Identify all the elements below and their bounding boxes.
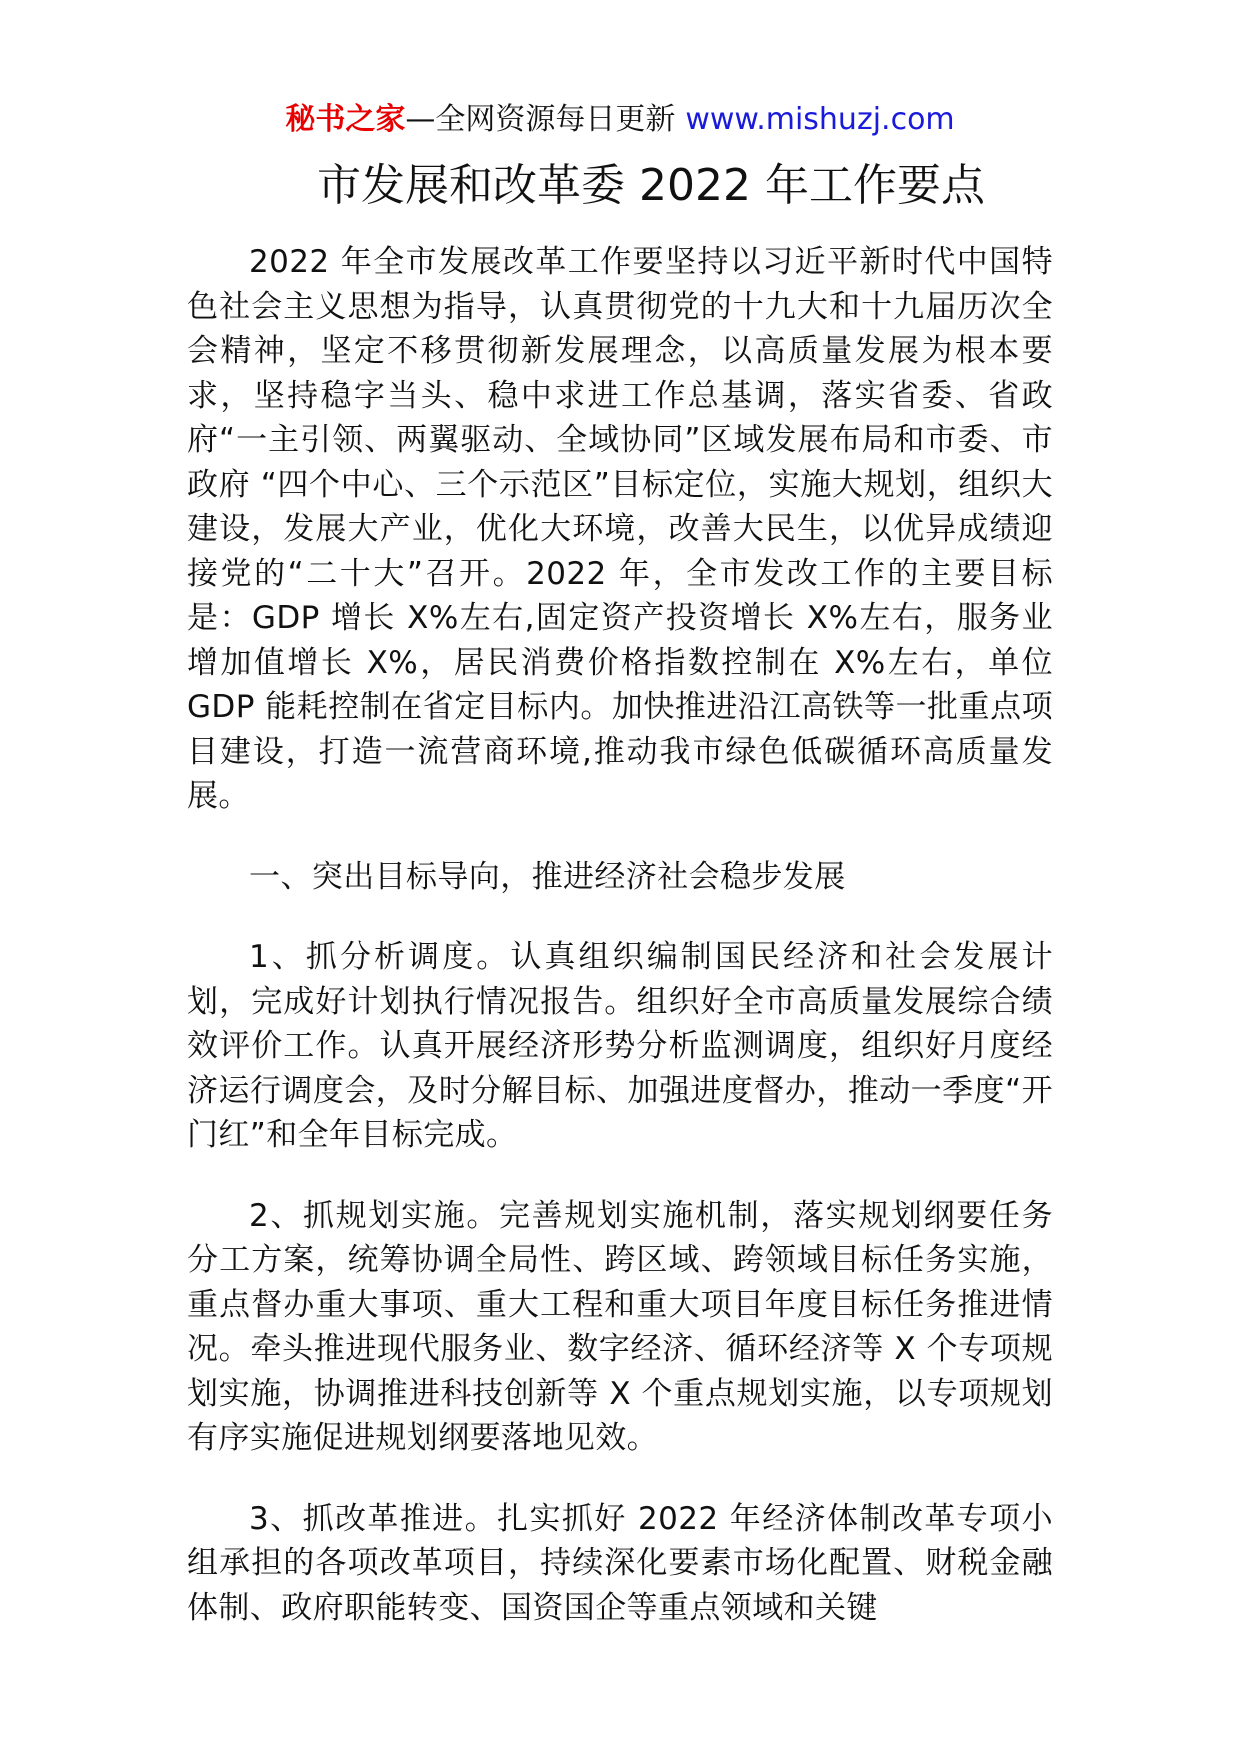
list-item: 2、抓规划实施。完善规划实施机制，落实规划纲要任务分工方案，统筹协调全局性、跨区域、跨领域目标任务实施，重点督办重大事项、重大工程和重大项目年度目标任务推进情况。牵头推进现代服务业、数字经济、循环经济等 X 个专项规划实施，协调推进科技创新等 X 个重点规划实施，以专项规划有序实施促进规划纲要落地见效。 [187,1197,1053,1456]
section-heading: 一、突出目标导向，推进经济社会稳步发展 [249,858,846,895]
intro-paragraph: 2022 年全市发展改革工作要坚持以习近平新时代中国特色社会主义思想为指导，认真贯彻党的十九大和十九届历次全会精神，坚定不移贯彻新发展理念，以高质量发展为根本要求，坚持稳字当头、稳中求进工作总基调，落实省委、省政府“一主引领、两翼驱动、全域协同”区域发展布局和市委、市政府 “四个中心、三个示范区”目标定位，实施大规划，组织大建设，发展大产业，优化大环境，改善大民生，以优异成绩迎接党的“二十大”召开。2022 年，全市发改工作的主要目标是：GDP 增长 X%左右,固定资产投资增长 X%左右，服务业增加值增长 X%，居民消费价格指数控制在 X%左右，单位 GDP 能耗控制在省定目标内。加快推进沿江高铁等一批重点项目建设，打造一流营商环境,推动我市绿色低碳循环高质量发展。 [187,244,1053,814]
document-body [187,240,1053,1666]
site-header [0,100,1240,140]
header-slogan: —全网资源每日更新 [405,102,676,137]
list-item: 1、抓分析调度。认真组织编制国民经济和社会发展计划，完成好计划执行情况报告。组织好全市高质量发展综合绩效评价工作。认真开展经济形势分析监测调度，组织好月度经济运行调度会，及时分解目标、加强进度督办，推动一季度“开门红”和全年目标完成。 [187,939,1053,1153]
list-item: 3、抓改革推进。扎实抓好 2022 年经济体制改革专项小组承担的各项改革项目，持续深化要素市场化配置、财税金融体制、政府职能转变、国资国企等重点领域和关键 [187,1500,1053,1626]
document-title: 市发展和改革委 2022 年工作要点 [317,160,985,211]
brand-name: 秘书之家 [285,102,406,137]
website-link[interactable]: www.mishuzj.com [685,102,955,137]
